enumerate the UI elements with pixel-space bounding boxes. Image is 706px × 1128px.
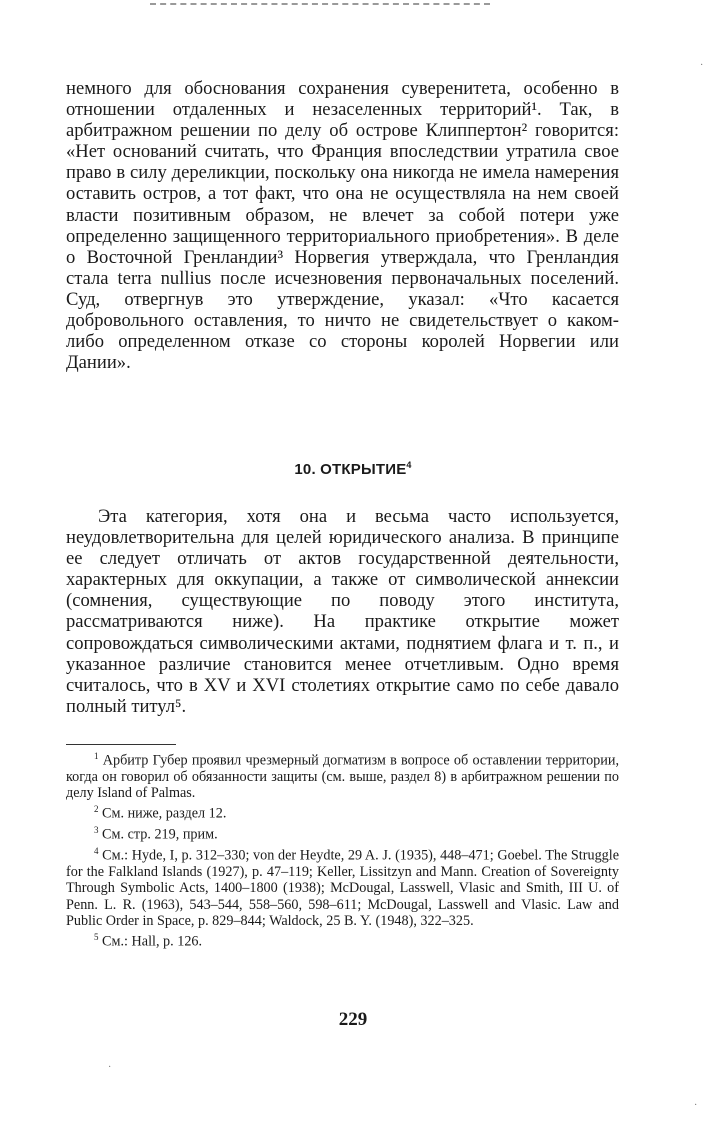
footnote-divider [66, 744, 176, 745]
footnote-number: 5 [94, 931, 99, 942]
body-paragraph-1 [66, 78, 619, 373]
footnote-4 [66, 843, 619, 929]
footnote-text: См.: Hall, p. 126. [102, 933, 203, 950]
footnote-5 [66, 929, 619, 950]
footnote-number: 2 [94, 804, 99, 815]
footnote-text: См. ниже, раздел 12. [102, 806, 227, 823]
heading-footnote-ref: 4 [406, 460, 412, 470]
footnote-3 [66, 822, 619, 843]
paragraph-text: немного для обоснования сохранения суверенитета, особенно в отношении отдаленных и незаселенных территорий¹. Так, в арбитражном решении по делу об острове Клиппертон² говорится: «Нет оснований считать, что Франция впоследствии утратила свое право в силу дереликции, поскольку она никогда не имела намерения оставить остров, а тот факт, что она не осуществляла на нем своей власти позитивным образом, не влечет за собой потери уже определенно защищенного территориального приобретения». В деле о Восточной Гренландии³ Норвегия утверждала, что Гренландия стала terra nullius после исчезновения первоначальных поселений. Суд, отвергнув это утверждение, указал: «Что касается добровольного оставления, то ничто не свидетельствует о каком-либо определенном отказе со стороны королей Норвегии или Дании». [66, 78, 619, 374]
footnote-number: 3 [94, 825, 99, 836]
footnote-2 [66, 801, 619, 822]
footnote-text: См. стр. 219, прим. [102, 827, 218, 844]
footnote-number: 4 [94, 846, 99, 857]
footnote-text: См.: Hyde, I, p. 312–330; von der Heydte, 29 A. J. (1935), 448–471; Goebel. The Struggle for the Falkland Islands (1927), p. 47–119; Keller, Lissitzyn and Mann. Creation of Sovereignty Through Symbolic Acts, 1400–1800 (1938); McDougal, Lasswell, Vlasic and Smith, III U. of Penn. L. R. (1963), 543–544, 558–560, 598–611; McDougal, Lasswell and Vlasic. Law and Public Order in Space, p. 829–844; Waldock, 25 B. Y. (1948), 322–325. [66, 847, 619, 929]
page-number: 229 [338, 1009, 368, 1030]
footnote-1 [66, 748, 619, 801]
scan-top-edge [150, 3, 490, 5]
footnote-text: Арбитр Губер проявил чрезмерный догматизм в вопросе об оставлении территории, когда он говорил об обязанности защиты (см. выше, раздел 8) в арбитражном решении по делу Island of Palmas. [66, 752, 620, 802]
scan-speck: · [694, 1100, 698, 1111]
scan-speck: · [108, 1062, 112, 1073]
scan-speck: · [700, 60, 704, 71]
footnote-number: 1 [94, 751, 99, 761]
body-paragraph-2: Эта категория, хотя она и весьма часто используется, неудовлетворительна для целей юридического анализа. В принципе ее следует отличать от актов государственной деятельности, характерных для оккупации, а также от символической аннексии (сомнения, существующие по поводу этого института, рассматриваются ниже). На практике открытие может сопровождаться символическими актами, поднятием флага и т. п., и указанное различие становится менее отчетливым. Одно время считалось, что в XV и XVI столетиях открытие само по себе давало полный титул⁵. [66, 506, 619, 717]
section-heading [0, 460, 706, 478]
section-heading-text: 10. ОТКРЫТИЕ [294, 461, 407, 478]
footnotes [66, 748, 619, 950]
